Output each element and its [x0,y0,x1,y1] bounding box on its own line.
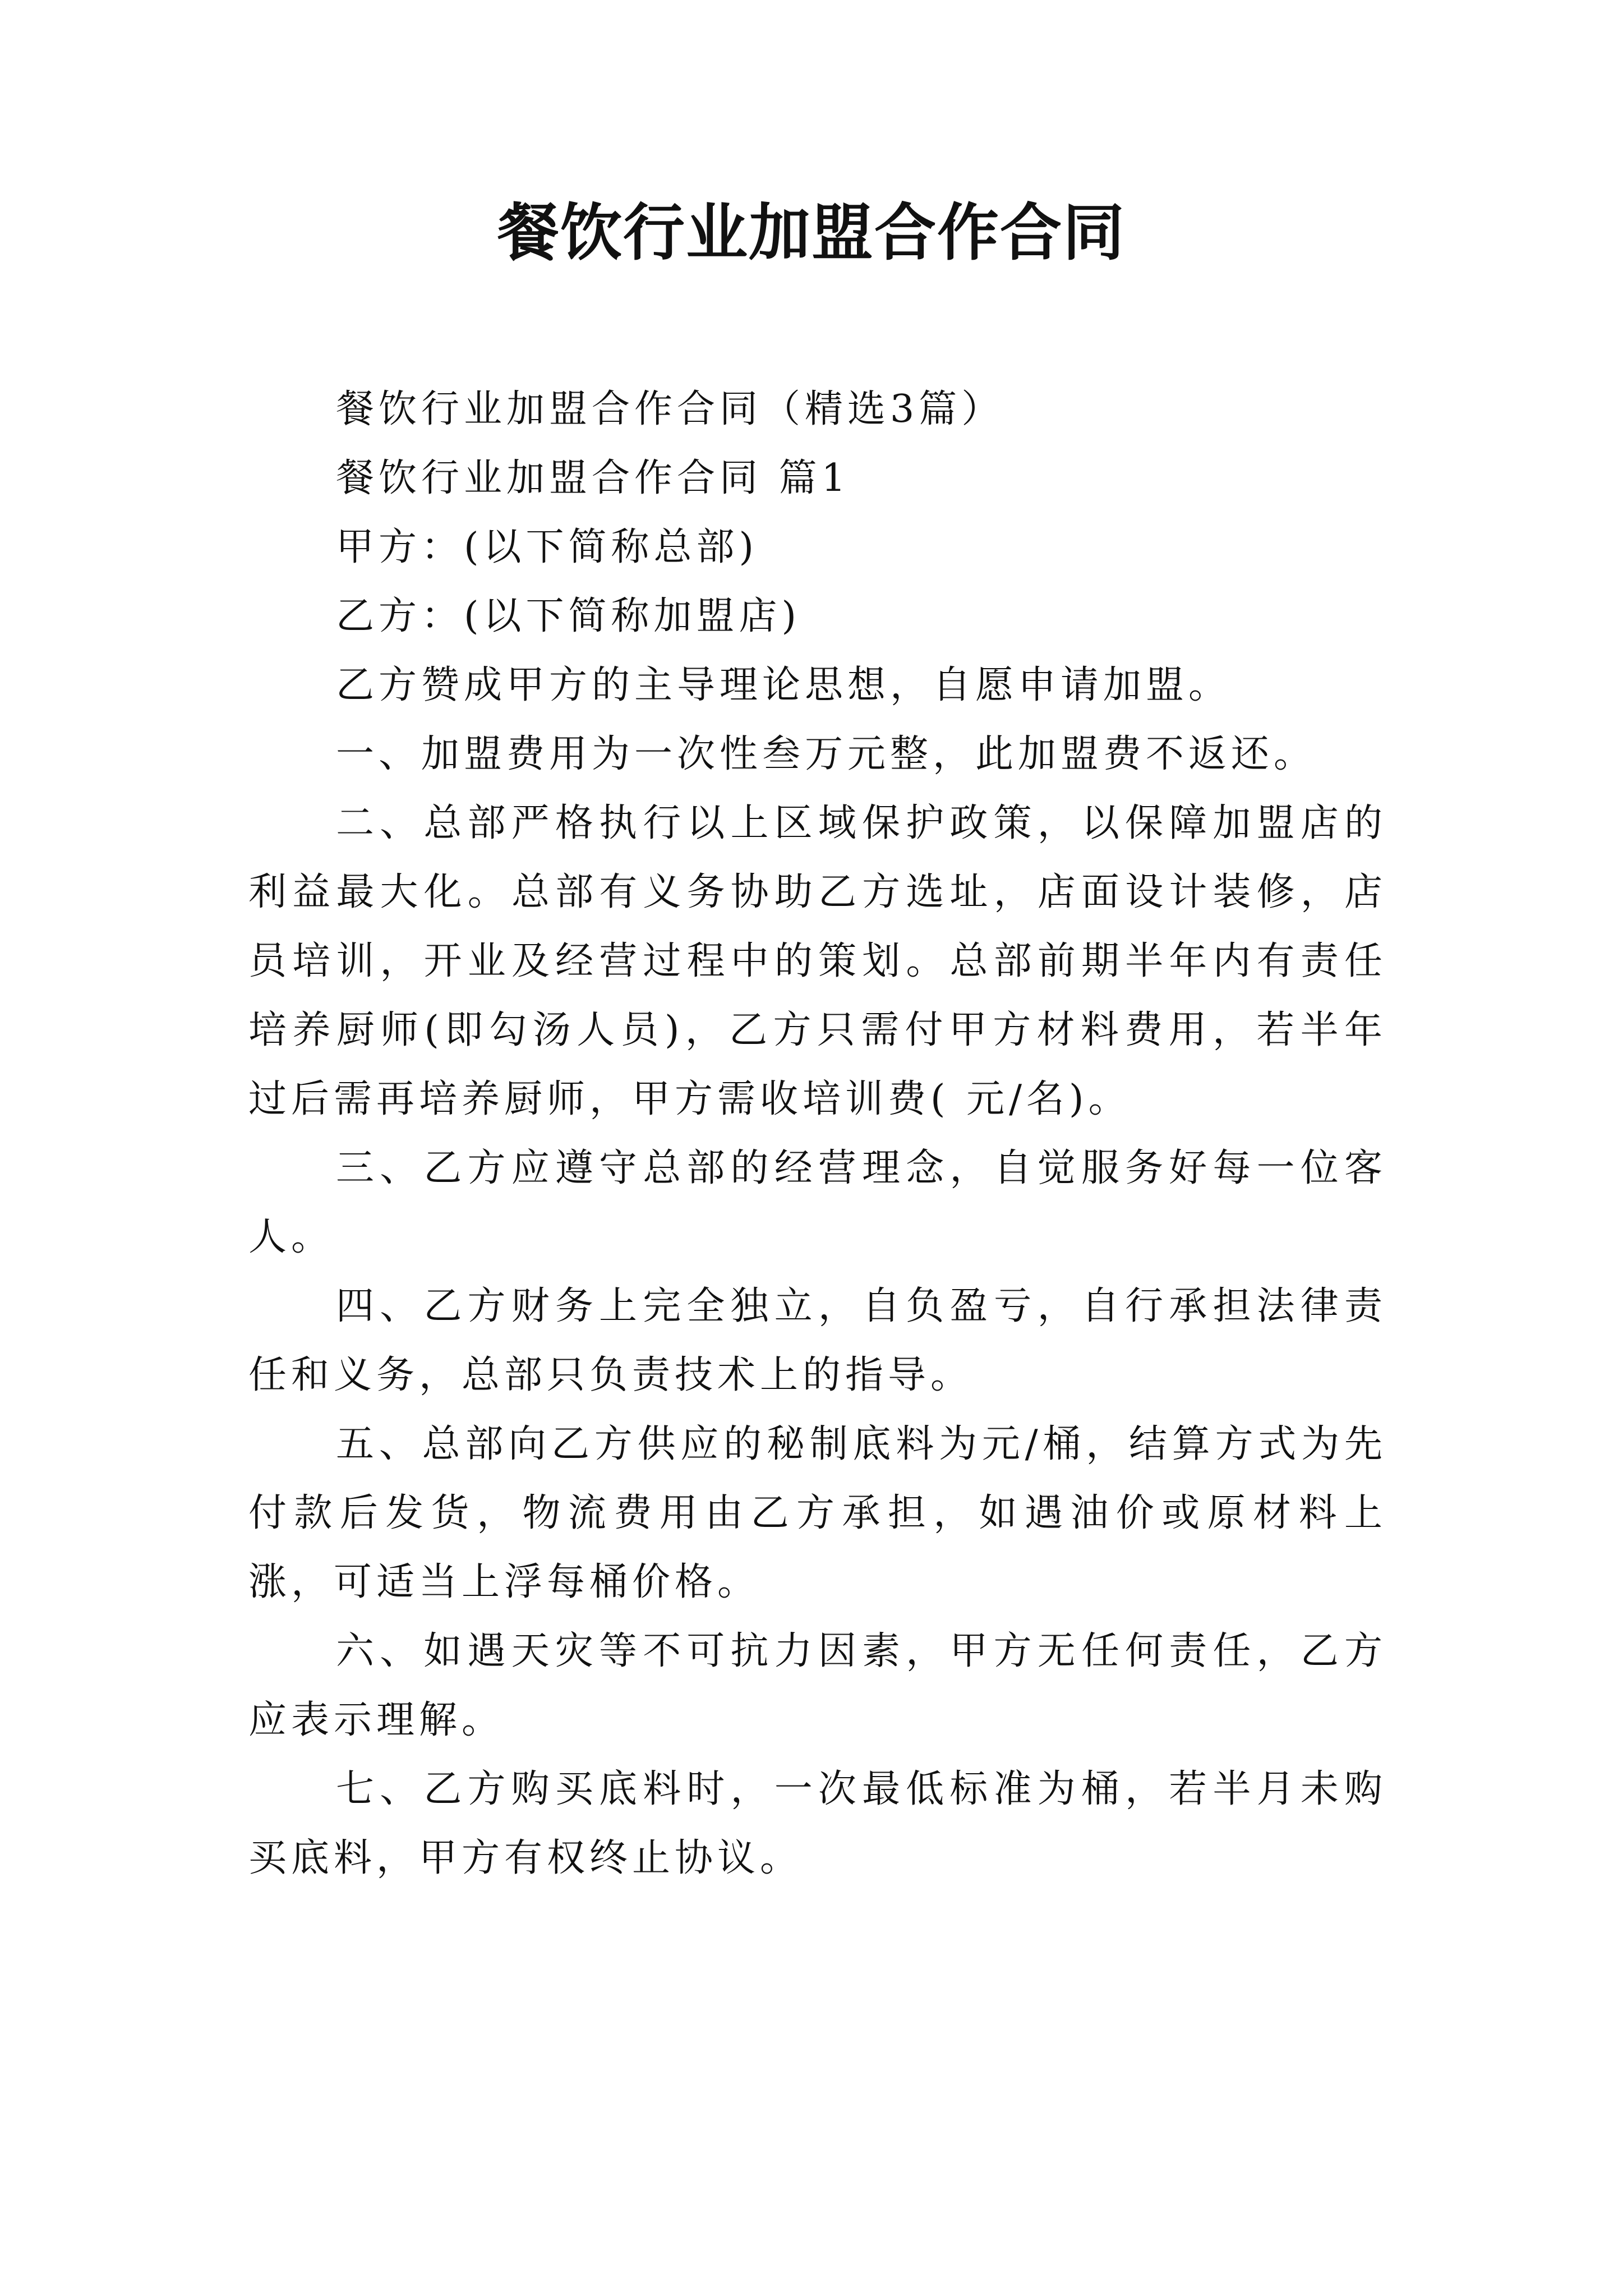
paragraph-clause-5: 五、总部向乙方供应的秘制底料为元/桶，结算方式为先付款后发货，物流费用由乙方承担，如遇油价或原材料上涨，可适当上浮每桶价格。 [248,1422,1387,1604]
paragraph-clause-7: 七、乙方购买底料时，一次最低标准为桶，若半月未购买底料，甲方有权终止协议。 [248,1767,1387,1880]
paragraph-party-b: 乙方：(以下简称加盟店) [336,594,801,638]
paragraph-intro: 乙方赞成甲方的主导理论思想，自愿申请加盟。 [336,663,1232,707]
paragraph-section-heading: 餐饮行业加盟合作合同 篇1 [336,456,850,500]
paragraph-party-a: 甲方：(以下简称总部) [336,525,759,569]
paragraph-clause-3: 三、乙方应遵守总部的经营理念，自觉服务好每一位客人。 [248,1146,1387,1259]
document-title: 餐饮行业加盟合作合同 [497,196,1126,269]
paragraph-clause-2: 二、总部严格执行以上区域保护政策，以保障加盟店的利益最大化。总部有义务协助乙方选址，店面设计装修，店员培训，开业及经营过程中的策划。总部前期半年内有责任培养厨师(即勾汤人员)，乙方只需付甲方材料费用，若半年过后需再培养厨师，甲方需收培训费( 元/名)。 [248,801,1387,1121]
paragraph-subtitle: 餐饮行业加盟合作合同（精选3篇） [336,387,1004,431]
paragraph-clause-4: 四、乙方财务上完全独立，自负盈亏，自行承担法律责任和义务，总部只负责技术上的指导。 [248,1284,1387,1397]
paragraph-clause-1: 一、加盟费用为一次性叁万元整，此加盟费不返还。 [336,732,1317,776]
paragraph-clause-6: 六、如遇天灾等不可抗力因素，甲方无任何责任，乙方应表示理解。 [248,1629,1387,1742]
document-body [248,375,1387,1893]
